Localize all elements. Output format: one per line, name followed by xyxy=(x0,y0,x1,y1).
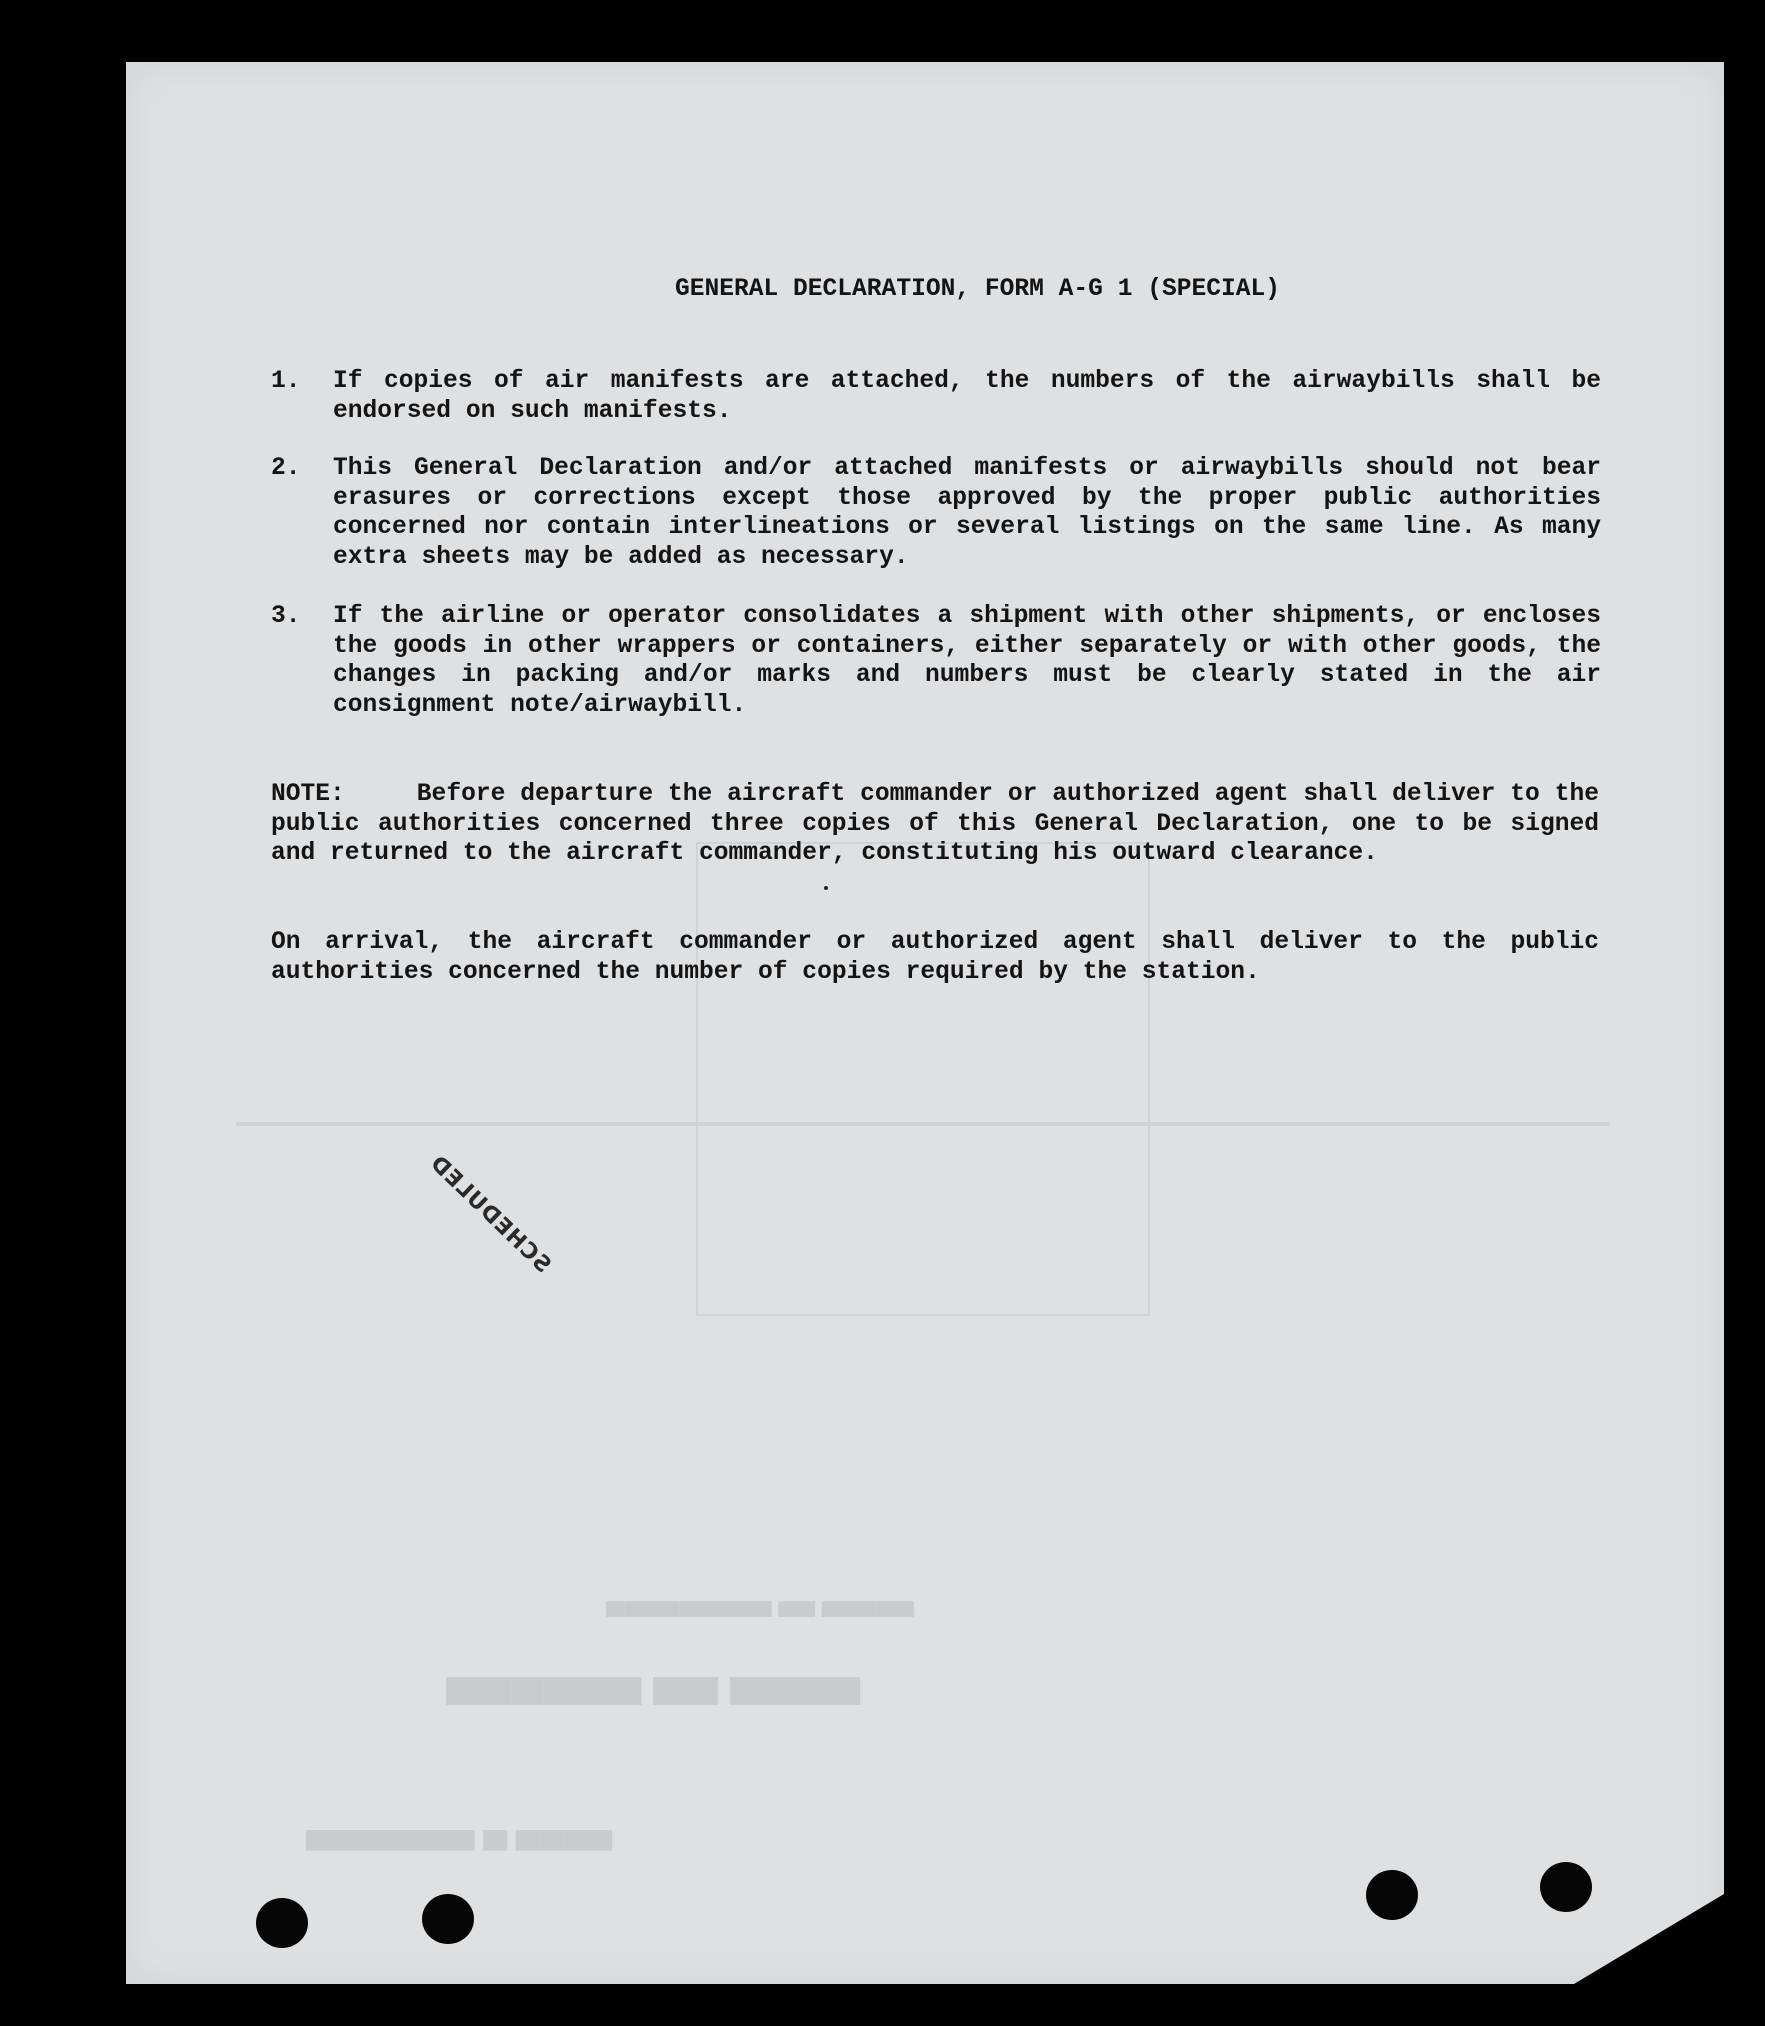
punch-hole xyxy=(256,1898,308,1948)
item-number: 2. xyxy=(271,455,301,482)
rubber-stamp: SCHEDULED xyxy=(424,1150,556,1279)
punch-hole xyxy=(1366,1870,1418,1920)
note-text: Before departure the aircraft commander or authorized agent shall deliver to the public authorities concerned three copies of this General Declaration, one to be signed and returned to the aircraft commander, constituting his outward clearance. xyxy=(271,781,1599,867)
paper-sheet xyxy=(126,62,1724,1984)
note-paragraph xyxy=(271,780,1599,869)
document-title: GENERAL DECLARATION, FORM A-G 1 (SPECIAL) xyxy=(674,276,1281,303)
bleed-through-mark: ▀▀▀▀ ▀ ▀▀▀▀▀▀▀ xyxy=(306,1832,613,1869)
item-number: 3. xyxy=(271,603,301,630)
item-text: If the airline or operator consolidates a shipment with other shipments, or encloses the goods in other wrappers or containers, either separately or with other goods, the changes in packing and/or marks and numbers must be clearly stated in the air consignment note/airwaybill. xyxy=(333,603,1601,719)
arrival-paragraph xyxy=(271,928,1599,987)
item-number: 1. xyxy=(271,368,301,395)
bleed-through-rule xyxy=(236,1122,1610,1126)
list-item xyxy=(271,454,1601,572)
item-text: If copies of air manifests are attached, the numbers of the airwaybills shall be endorsed on such manifests. xyxy=(333,368,1601,425)
bleed-through-mark: ▀▀▀▀▀ ▀▀ ▀▀▀▀▀▀▀▀▀ xyxy=(606,1602,914,1631)
list-item xyxy=(271,367,1601,426)
punch-hole xyxy=(422,1894,474,1944)
list-item xyxy=(271,602,1601,720)
item-text: This General Declaration and/or attached manifests or airwaybills should not bear erasures or corrections except those approved by the proper public authorities concerned nor contain interlineations or several listings on the same line. As many extra sheets may be added as necessary. xyxy=(333,455,1601,571)
note-label: NOTE: xyxy=(271,781,345,808)
ink-speck xyxy=(824,886,828,890)
torn-corner xyxy=(1574,1894,1724,1984)
arrival-text: On arrival, the aircraft commander or authorized agent shall deliver to the public authorities concerned the number of copies required by the station. xyxy=(271,929,1599,986)
bleed-through-box xyxy=(696,842,1150,1316)
bleed-through-mark: ▀▀▀▀ ▀▀ ▀▀▀▀▀▀ xyxy=(446,1678,861,1729)
